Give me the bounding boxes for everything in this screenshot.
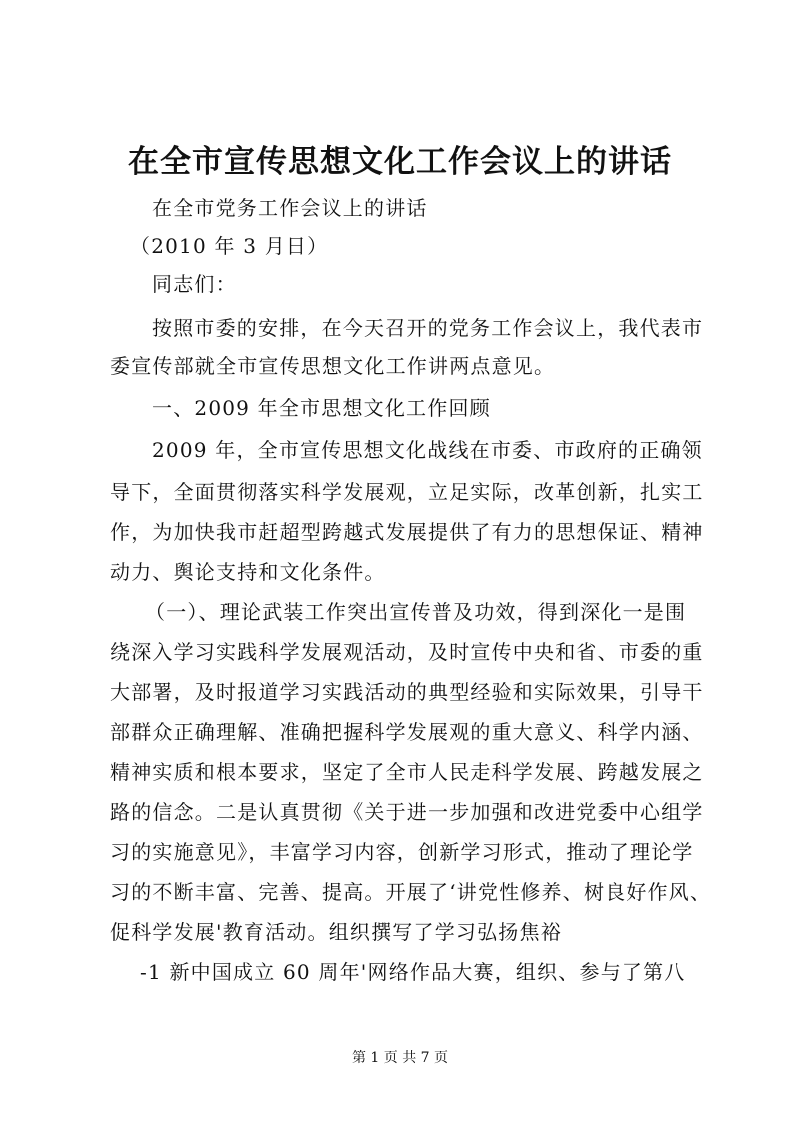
page-footer: 第 1 页 共 7 页 xyxy=(351,1050,449,1066)
salutation: 同志们： xyxy=(152,272,237,296)
document-title: 在全市宣传思想文化工作会议上的讲话 xyxy=(128,144,672,180)
paragraph-line: 习的实施意见》，丰富学习内容，创新学习形式，推动了理论学 xyxy=(110,840,694,864)
paragraph-line: 作，为加快我市赶超型跨越式发展提供了有力的思想保证、精神 xyxy=(110,520,704,544)
section-heading: 一、2009 年全市思想文化工作回顾 xyxy=(152,396,491,420)
paragraph-line: 2009 年，全市宣传思想文化战线在市委、市政府的正确领 xyxy=(152,438,703,462)
paragraph-line: 促科学发展'教育活动。组织撰写了学习弘扬焦裕 xyxy=(110,920,562,944)
subsection-heading: （一）、理论武装工作突出宣传普及功效，得到深化一是围 xyxy=(145,600,687,624)
paragraph-line: 委宣传部就全市宣传思想文化工作讲两点意见。 xyxy=(110,354,556,378)
paragraph-line: 动力、舆论支持和文化条件。 xyxy=(110,560,386,584)
document-subtitle: 在全市党务工作会议上的讲话 xyxy=(152,196,428,220)
paragraph-line: 按照市委的安排，在今天召开的党务工作会议上，我代表市 xyxy=(152,316,704,340)
paragraph-line: 部群众正确理解、准确把握科学发展观的重大意义、科学内涵、 xyxy=(110,720,704,744)
paragraph-line: 导下，全面贯彻落实科学发展观，立足实际，改革创新，扎实工 xyxy=(110,480,704,504)
paragraph-line: -1 新中国成立 60 周年'网络作品大赛，组织、参与了第八 xyxy=(140,960,686,984)
paragraph-line: 绕深入学习实践科学发展观活动，及时宣传中央和省、市委的重 xyxy=(110,640,704,664)
paragraph-line: 大部署，及时报道学习实践活动的典型经验和实际效果，引导干 xyxy=(110,680,704,704)
paragraph-line: 路的信念。二是认真贯彻《关于进一步加强和改进党委中心组学 xyxy=(110,800,704,824)
paragraph-line: 习的不断丰富、完善、提高。开展了‘讲党性修养、树良好作风、 xyxy=(110,880,712,904)
document-date: （2010 年 3 月日） xyxy=(130,234,329,258)
paragraph-line: 精神实质和根本要求，坚定了全市人民走科学发展、跨越发展之 xyxy=(110,760,704,784)
